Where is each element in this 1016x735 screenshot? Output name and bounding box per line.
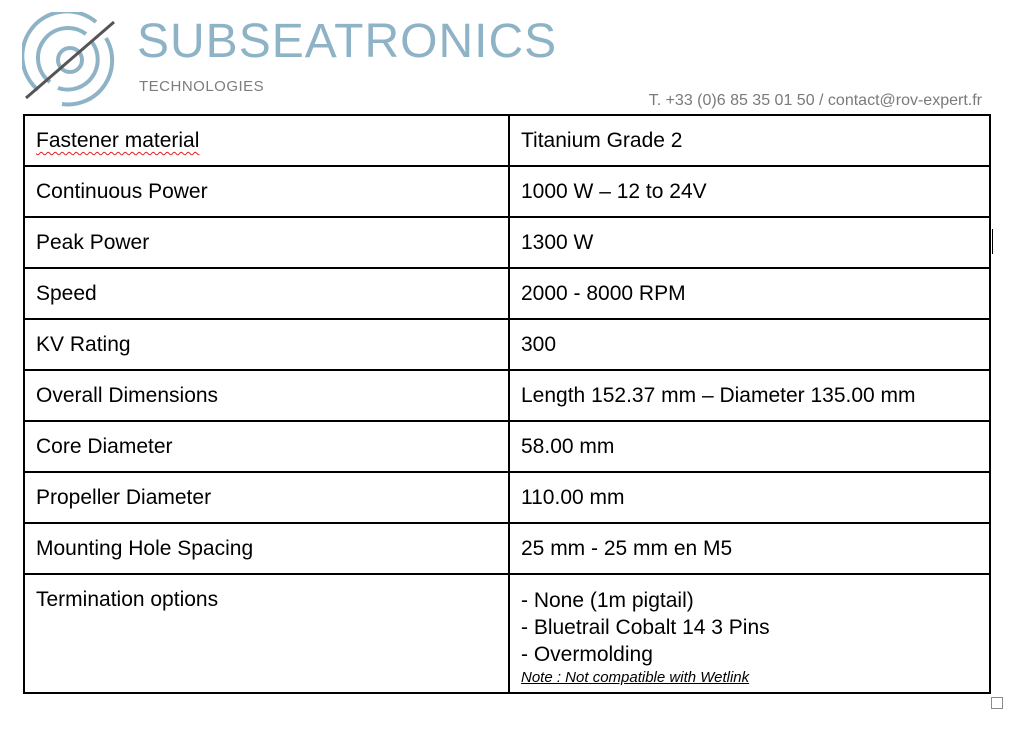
table-row [24,574,990,693]
spec-label[interactable]: Core Diameter [24,421,509,472]
spec-value[interactable]: Titanium Grade 2 [509,115,990,166]
specs-table [23,114,991,694]
brand-subtitle: TECHNOLOGIES [139,78,265,95]
spec-value[interactable]: 1000 W – 12 to 24V [509,166,990,217]
table-row [24,319,990,370]
termination-option: - None (1m pigtail) [521,589,694,612]
table-row [24,523,990,574]
spec-label[interactable]: Speed [24,268,509,319]
spec-value[interactable]: 58.00 mm [509,421,990,472]
table-row [24,115,990,166]
spec-value[interactable]: 25 mm - 25 mm en M5 [509,523,990,574]
spec-value[interactable]: Length 152.37 mm – Diameter 135.00 mm [509,370,990,421]
spec-label[interactable]: Termination options [24,574,509,693]
table-row [24,472,990,523]
spec-label[interactable] [24,166,509,217]
spec-label[interactable]: KV Rating [24,319,509,370]
termination-option: - Bluetrail Cobalt 14 3 Pins [521,616,770,639]
table-row [24,217,990,268]
table-row [24,166,990,217]
logo-icon [22,12,132,112]
spec-value[interactable]: 110.00 mm [509,472,990,523]
spec-value[interactable]: 1300 W [509,217,990,268]
contact-info: T. +33 (0)6 85 35 01 50 / contact@rov-expert.fr [648,92,982,109]
termination-option: - Overmolding [521,643,653,666]
spec-label[interactable]: Propeller Diameter [24,472,509,523]
text-cursor [992,229,993,254]
table-row [24,370,990,421]
termination-note: Note : Not compatible with Wetlink [521,669,750,686]
table-row [24,421,990,472]
spec-label-text: Fastener material [36,129,200,152]
table-resize-handle[interactable] [991,697,1003,709]
spec-value[interactable]: 300 [509,319,990,370]
spec-value[interactable] [509,574,990,693]
spec-label[interactable]: Overall Dimensions [24,370,509,421]
brand-name: SUBSEATRONICS [137,15,558,68]
spec-label[interactable]: Mounting Hole Spacing [24,523,509,574]
spec-value[interactable]: 2000 - 8000 RPM [509,268,990,319]
spec-label[interactable] [24,115,509,166]
spec-label[interactable]: Peak Power [24,217,509,268]
table-row [24,268,990,319]
spec-label-text: Continuous Power [36,180,208,203]
